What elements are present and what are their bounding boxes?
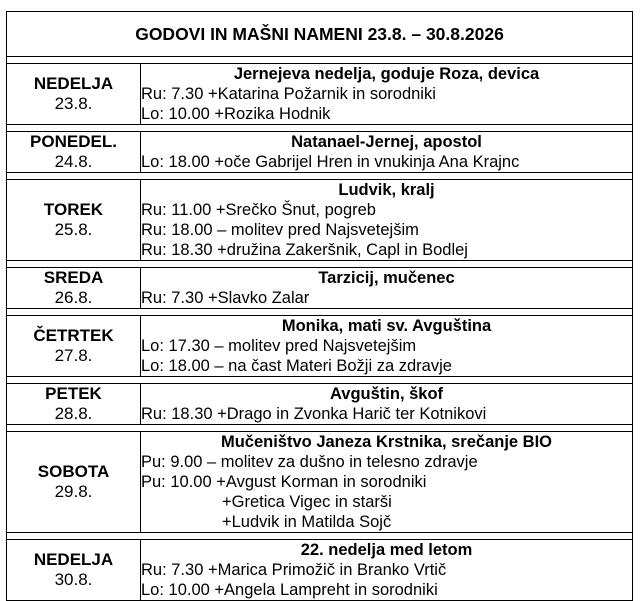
day-row — [7, 180, 633, 261]
day-date: 30.8. — [54, 570, 93, 589]
intentions-cell — [141, 64, 633, 125]
mass-intention: +Gretica Vigec in starši — [222, 493, 392, 511]
mass-intention: Ru: 18.30 +družina Zakeršnik, Capl in Bodlej — [141, 241, 468, 259]
row-spacer-cell — [7, 309, 633, 316]
day-date: 27.8. — [54, 346, 93, 365]
row-spacer-cell — [7, 533, 633, 540]
row-spacer — [7, 261, 633, 268]
row-spacer-cell — [7, 57, 633, 64]
day-name: ČETRTEK — [33, 326, 114, 345]
day-name: PETEK — [45, 384, 102, 403]
mass-intention: Ru: 18.30 +Drago in Zvonka Harič ter Kotnikovi — [141, 405, 487, 423]
feast-title: Jernejeva nedelja, goduje Roza, devica — [233, 65, 540, 83]
day-name: NEDELJA — [33, 550, 114, 569]
day-cell — [7, 64, 141, 125]
day-name: NEDELJA — [33, 74, 114, 93]
day-date: 25.8. — [54, 220, 93, 239]
row-spacer — [7, 533, 633, 540]
schedule-table — [6, 11, 633, 601]
day-date: 29.8. — [54, 482, 93, 501]
mass-intention: +Ludvik in Matilda Sojč — [222, 513, 392, 531]
day-row — [7, 432, 633, 533]
mass-intention: Ru: 11.00 +Srečko Šnut, pogreb — [141, 201, 376, 219]
mass-intention: Lo: 17.30 – molitev pred Najsvetejšim — [141, 337, 417, 355]
row-spacer-cell — [7, 125, 633, 132]
mass-intention: Ru: 7.30 +Marica Primožič in Branko Vrtič — [141, 561, 447, 579]
day-cell — [7, 540, 141, 601]
mass-intention: Lo: 10.00 +Rozika Hodnik — [141, 105, 331, 123]
mass-intention: Pu: 9.00 – molitev za dušno in telesno zdravje — [141, 453, 478, 471]
feast-title: Tarzicij, mučenec — [318, 269, 455, 287]
feast-title: Avguštin, škof — [329, 385, 444, 403]
title-row — [7, 12, 633, 57]
day-date: 28.8. — [54, 404, 93, 423]
intentions-cell — [141, 268, 633, 309]
feast-title: Ludvik, kralj — [338, 181, 435, 199]
day-cell — [7, 132, 141, 173]
row-spacer-cell — [7, 173, 633, 180]
row-spacer — [7, 173, 633, 180]
intentions-cell — [141, 180, 633, 261]
mass-intention: Lo: 10.00 +Angela Lampreht in sorodniki — [141, 581, 438, 599]
day-row — [7, 316, 633, 377]
mass-intention: Lo: 18.00 +oče Gabrijel Hren in vnukinja Ana Krajnc — [141, 153, 520, 171]
day-cell — [7, 268, 141, 309]
mass-intention: Ru: 7.30 +Slavko Zalar — [141, 289, 310, 307]
row-spacer-cell — [7, 261, 633, 268]
mass-intention: Lo: 18.00 – na čast Materi Božji za zdravje — [141, 357, 452, 375]
intentions-cell — [141, 540, 633, 601]
feast-title: 22. nedelja med letom — [300, 541, 473, 559]
day-cell — [7, 384, 141, 425]
day-cell — [7, 180, 141, 261]
document-title: GODOVI IN MAŠNI NAMENI 23.8. – 30.8.2026 — [7, 12, 633, 57]
day-row — [7, 540, 633, 601]
row-spacer — [7, 57, 633, 64]
intentions-cell — [141, 132, 633, 173]
row-spacer — [7, 125, 633, 132]
day-row — [7, 132, 633, 173]
intentions-cell — [141, 384, 633, 425]
schedule-body — [7, 12, 633, 601]
feast-title: Mučeništvo Janeza Krstnika, srečanje BIO — [220, 433, 553, 451]
feast-title: Natanael-Jernej, apostol — [291, 133, 482, 151]
day-row — [7, 384, 633, 425]
mass-intention: Ru: 7.30 +Katarina Požarnik in sorodniki — [141, 85, 436, 103]
intentions-cell — [141, 316, 633, 377]
day-name: TOREK — [43, 200, 104, 219]
day-date: 24.8. — [54, 152, 93, 171]
mass-intention: Ru: 18.00 – molitev pred Najsvetejšim — [141, 221, 419, 239]
day-cell — [7, 432, 141, 533]
row-spacer — [7, 309, 633, 316]
day-row — [7, 64, 633, 125]
row-spacer-cell — [7, 377, 633, 384]
row-spacer — [7, 377, 633, 384]
day-date: 23.8. — [54, 94, 93, 113]
mass-intention: Pu: 10.00 +Avgust Korman in sorodniki — [141, 473, 427, 491]
day-name: PONEDEL. — [30, 132, 117, 151]
day-cell — [7, 316, 141, 377]
intentions-cell — [141, 432, 633, 533]
day-name: SOBOTA — [37, 462, 110, 481]
day-name: SREDA — [43, 268, 104, 287]
day-date: 26.8. — [54, 288, 93, 307]
row-spacer — [7, 425, 633, 432]
day-row — [7, 268, 633, 309]
feast-title: Monika, mati sv. Avguština — [281, 317, 492, 335]
row-spacer-cell — [7, 425, 633, 432]
